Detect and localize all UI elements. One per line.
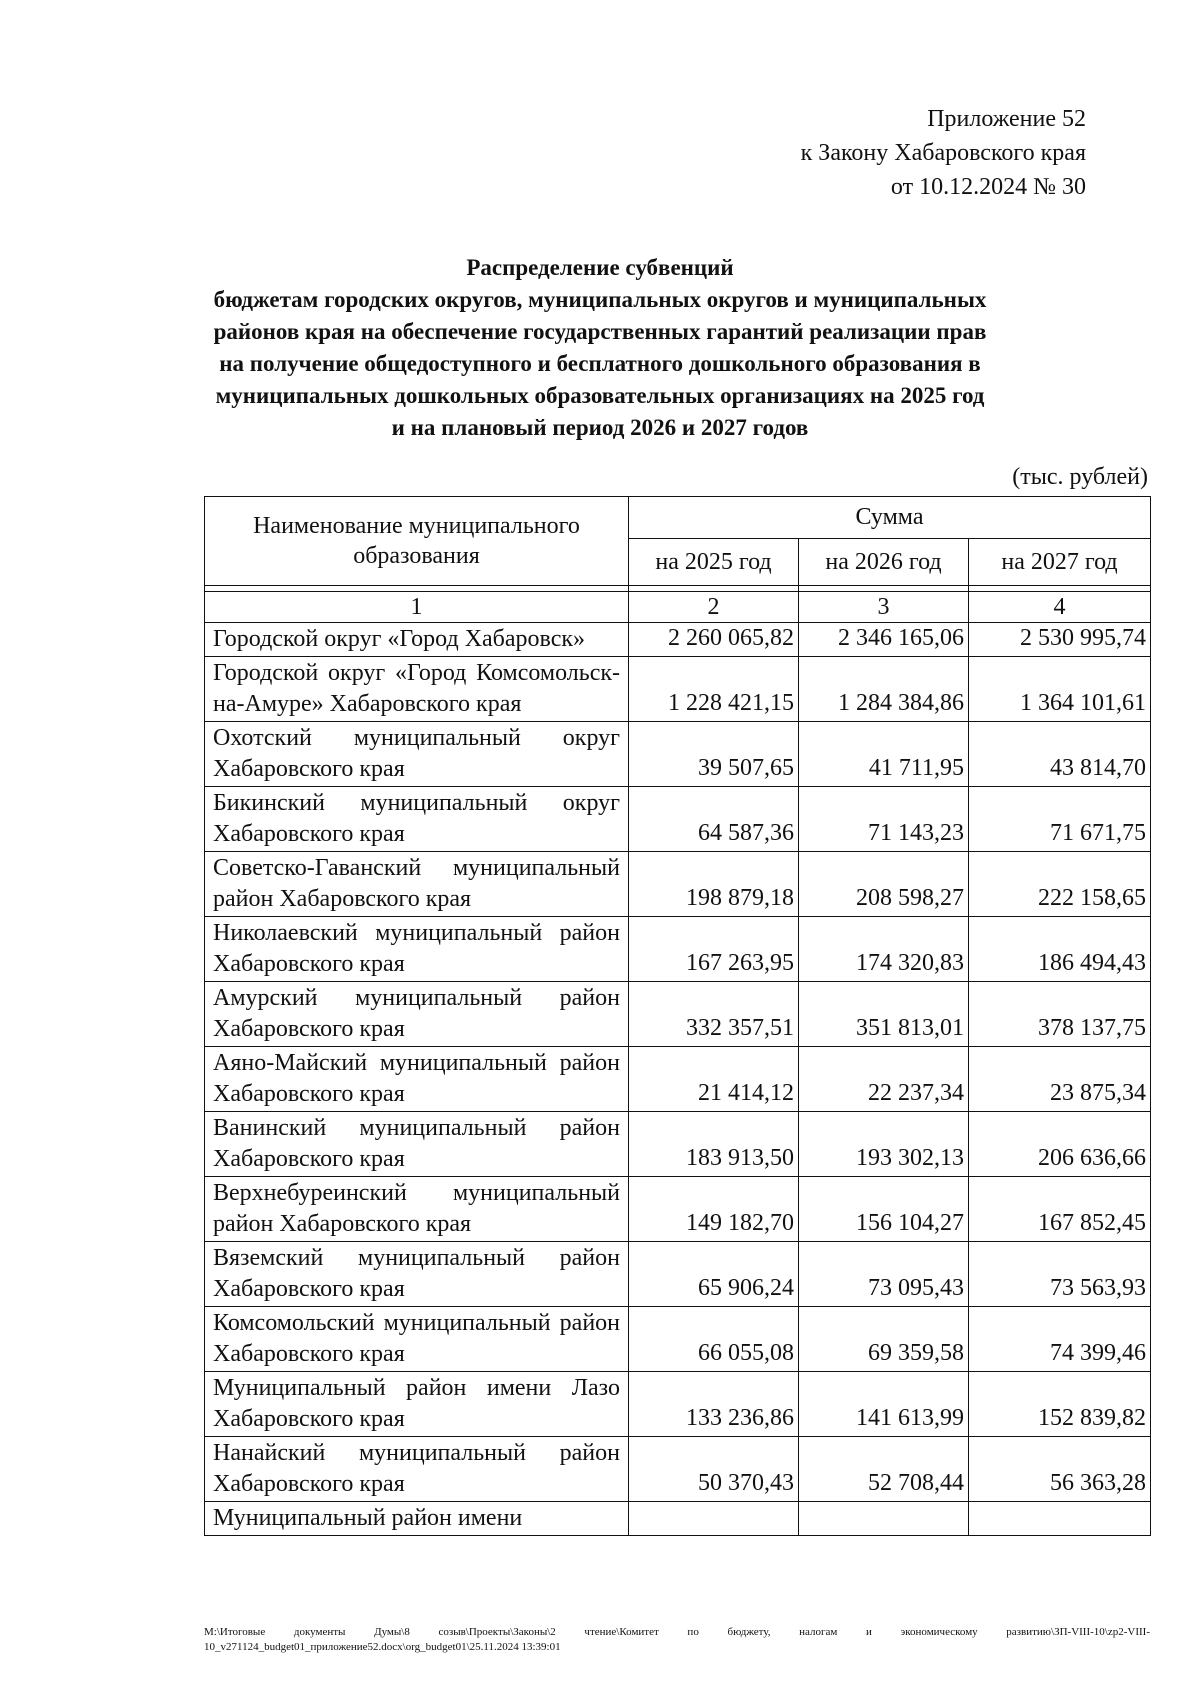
amount-2025: 133 236,86	[629, 1372, 799, 1437]
amount-2027: 43 814,70	[969, 722, 1151, 787]
amount-2026: 41 711,95	[799, 722, 969, 787]
amount-2027: 71 671,75	[969, 787, 1151, 852]
table-row	[205, 1437, 1151, 1502]
amount-2025	[629, 1502, 799, 1536]
municipality-name: Ванинский муниципальный район Хабаровского края	[205, 1112, 629, 1177]
amount-2026: 69 359,58	[799, 1307, 969, 1372]
header-year-2026: на 2026 год	[799, 539, 969, 586]
title-line-3: районов края на обеспечение государственных гарантий реализации прав	[213, 319, 987, 344]
amount-2025: 183 913,50	[629, 1112, 799, 1177]
municipality-name: Охотский муниципальный округ Хабаровского края	[205, 722, 629, 787]
title-line-1: Распределение субвенций	[466, 255, 734, 280]
table-row	[205, 917, 1151, 982]
amount-2027: 1 364 101,61	[969, 657, 1151, 722]
amount-2026: 73 095,43	[799, 1242, 969, 1307]
column-numbers-row	[205, 592, 1151, 623]
amount-2026: 2 346 165,06	[799, 623, 969, 657]
table-row	[205, 1177, 1151, 1242]
amount-2027: 167 852,45	[969, 1177, 1151, 1242]
title-line-5: муниципальных дошкольных образовательных организациях на 2025 год	[215, 383, 985, 408]
header-name: Наименование муниципального образования	[205, 497, 629, 586]
amount-2027: 56 363,28	[969, 1437, 1151, 1502]
column-number: 1	[205, 592, 629, 623]
municipality-name: Советско-Гаванский муниципальный район Хабаровского края	[205, 852, 629, 917]
table-row	[205, 623, 1151, 657]
amount-2025: 198 879,18	[629, 852, 799, 917]
file-path-footer: M:\Итоговые документы Думы\8 созыв\Проекты\Законы\2 чтение\Комитет по бюджету, налогам и экономическому развитию\ЗП-VIII-10\zp2-VIII-10_v271124_budget01_приложение52.docx\org_budget01\25.11.2024 13:39:01	[204, 1626, 1150, 1653]
amount-2026: 208 598,27	[799, 852, 969, 917]
amount-2025: 167 263,95	[629, 917, 799, 982]
amount-2027: 186 494,43	[969, 917, 1151, 982]
amount-2025: 149 182,70	[629, 1177, 799, 1242]
amount-2026: 22 237,34	[799, 1047, 969, 1112]
table-row	[205, 1372, 1151, 1437]
amount-2027: 73 563,93	[969, 1242, 1151, 1307]
title-line-6: и на плановый период 2026 и 2027 годов	[391, 415, 809, 440]
amount-2026: 52 708,44	[799, 1437, 969, 1502]
amount-2027: 2 530 995,74	[969, 623, 1151, 657]
amount-2027: 152 839,82	[969, 1372, 1151, 1437]
table-row	[205, 1502, 1151, 1536]
table-body	[205, 586, 1151, 1536]
amount-2025: 64 587,36	[629, 787, 799, 852]
table-row	[205, 722, 1151, 787]
amount-2027: 378 137,75	[969, 982, 1151, 1047]
municipality-name: Городской округ «Город Хабаровск»	[205, 623, 629, 657]
table-row	[205, 787, 1151, 852]
municipality-name: Комсомольский муниципальный район Хабаровского края	[205, 1307, 629, 1372]
document-title	[200, 252, 1000, 444]
amount-2027: 23 875,34	[969, 1047, 1151, 1112]
amount-2025: 2 260 065,82	[629, 623, 799, 657]
amount-2027: 206 636,66	[969, 1112, 1151, 1177]
amount-2026: 351 813,01	[799, 982, 969, 1047]
column-number: 4	[969, 592, 1151, 623]
table-row	[205, 1242, 1151, 1307]
column-number: 2	[629, 592, 799, 623]
municipality-name: Верхнебуреинский муниципальный район Хабаровского края	[205, 1177, 629, 1242]
amount-2026	[799, 1502, 969, 1536]
amount-2026: 1 284 384,86	[799, 657, 969, 722]
amount-2027: 74 399,46	[969, 1307, 1151, 1372]
amount-2026: 174 320,83	[799, 917, 969, 982]
header-year-2025: на 2025 год	[629, 539, 799, 586]
amount-2025: 65 906,24	[629, 1242, 799, 1307]
table-row	[205, 1112, 1151, 1177]
municipality-name: Муниципальный район имени	[205, 1502, 629, 1536]
municipality-name: Городской округ «Город Комсомольск-на-Амуре» Хабаровского края	[205, 657, 629, 722]
table-row	[205, 982, 1151, 1047]
appendix-law: к Закону Хабаровского края	[800, 140, 1086, 166]
amount-2025: 39 507,65	[629, 722, 799, 787]
municipality-name: Муниципальный район имени Лазо Хабаровского края	[205, 1372, 629, 1437]
amount-2027: 222 158,65	[969, 852, 1151, 917]
municipality-name: Нанайский муниципальный район Хабаровского края	[205, 1437, 629, 1502]
amount-2026: 71 143,23	[799, 787, 969, 852]
appendix-date: от 10.12.2024 № 30	[890, 174, 1086, 200]
amount-2025: 21 414,12	[629, 1047, 799, 1112]
municipality-name: Николаевский муниципальный район Хабаровского края	[205, 917, 629, 982]
amount-2025: 66 055,08	[629, 1307, 799, 1372]
table-row	[205, 1047, 1151, 1112]
amount-2027	[969, 1502, 1151, 1536]
municipality-name: Вяземский муниципальный район Хабаровского края	[205, 1242, 629, 1307]
table-row	[205, 852, 1151, 917]
units-label: (тыс. рублей)	[1012, 464, 1148, 490]
amount-2026: 193 302,13	[799, 1112, 969, 1177]
municipality-name: Амурский муниципальный район Хабаровского края	[205, 982, 629, 1047]
column-number: 3	[799, 592, 969, 623]
municipality-name: Бикинский муниципальный округ Хабаровского края	[205, 787, 629, 852]
amount-2026: 156 104,27	[799, 1177, 969, 1242]
amount-2025: 50 370,43	[629, 1437, 799, 1502]
title-line-2: бюджетам городских округов, муниципальных округов и муниципальных	[213, 287, 987, 312]
title-line-4: на получение общедоступного и бесплатного дошкольного образования в	[219, 351, 981, 376]
appendix-number: Приложение 52	[927, 106, 1086, 132]
appendix-block	[766, 102, 1086, 204]
table-row	[205, 1307, 1151, 1372]
amount-2025: 1 228 421,15	[629, 657, 799, 722]
header-sum: Сумма	[629, 497, 1151, 539]
header-year-2027: на 2027 год	[969, 539, 1151, 586]
amount-2025: 332 357,51	[629, 982, 799, 1047]
table-row	[205, 657, 1151, 722]
amount-2026: 141 613,99	[799, 1372, 969, 1437]
municipality-name: Аяно-Майский муниципальный район Хабаровского края	[205, 1047, 629, 1112]
subsidy-table	[204, 496, 1151, 1536]
